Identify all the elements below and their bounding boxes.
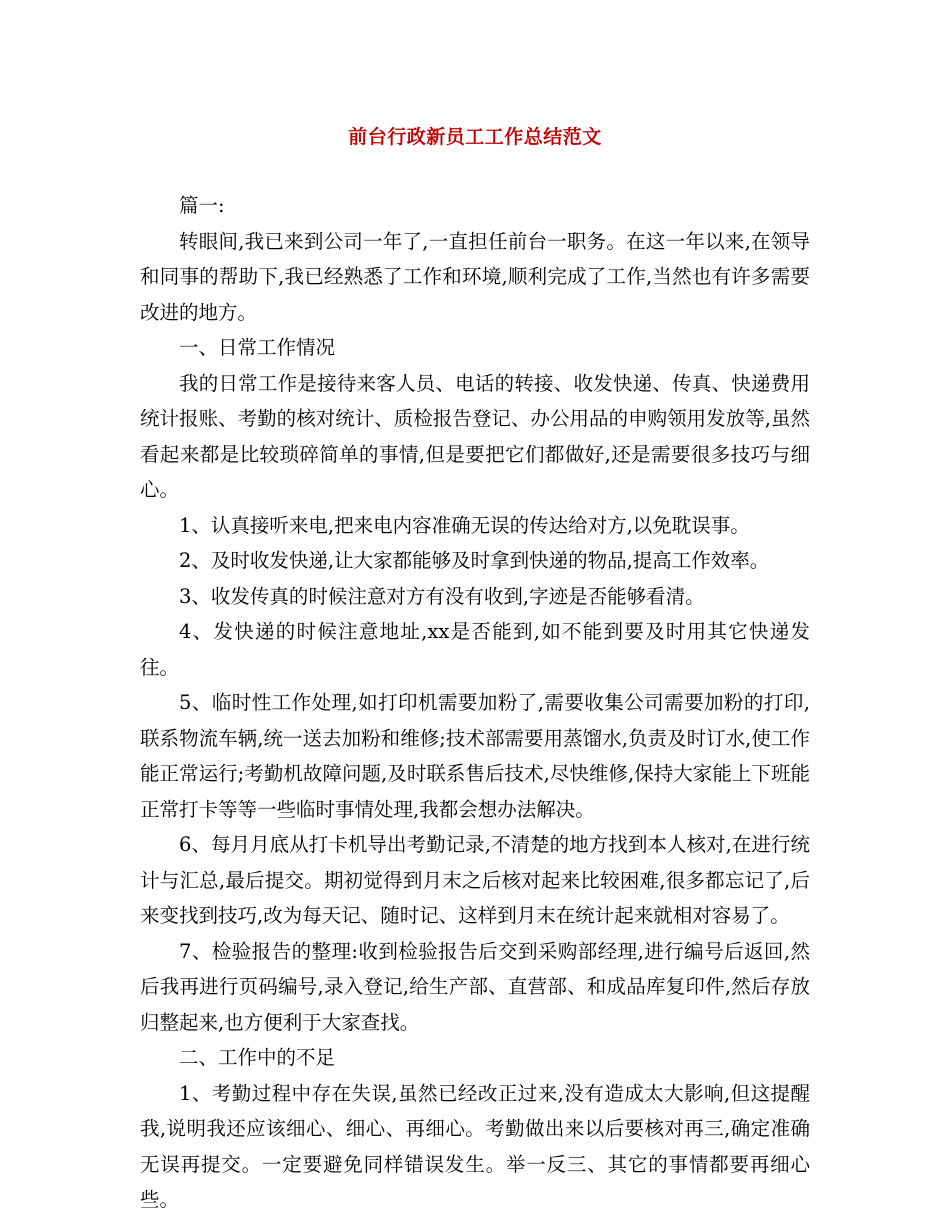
document-title: 前台行政新员工工作总结范文	[348, 126, 602, 148]
list-item-7: 7、检验报告的整理:收到检验报告后交到采购部经理,进行编号后返回,然后我再进行页码编号,录入登记,给生产部、直营部、和成品库复印件,然后存放归整起来,也方便利于大家查找。	[140, 939, 810, 1034]
document-body	[140, 188, 810, 1218]
list-item-6: 6、每月月底从打卡机导出考勤记录,不清楚的地方找到本人核对,在进行统计与汇总,最后提交。期初觉得到月末之后核对起来比较困难,很多都忘记了,后来变找到技巧,改为每天记、随时记、这样到月末在统计起来就相对容易了。	[140, 833, 810, 927]
shortcoming-item-1: 1、考勤过程中存在失误,虽然已经改正过来,没有造成太大影响,但这提醒我,说明我还应该细心、细心、再细心。考勤做出来以后要核对再三,确定准确无误再提交。一定要避免同样错误发生。举一反三、其它的事情都要再细心些。	[140, 1081, 810, 1211]
list-item-1: 1、认真接听来电,把来电内容准确无误的传达给对方,以免耽误事。	[179, 513, 750, 537]
paragraph-intro: 转眼间,我已来到公司一年了,一直担任前台一职务。在这一年以来,在领导和同事的帮助下,我已经熟悉了工作和环境,顺利完成了工作,当然也有许多需要改进的地方。	[140, 229, 810, 324]
paragraph-daily-work: 我的日常工作是接待来客人员、电话的转接、收发快递、传真、快递费用统计报账、考勤的核对统计、质检报告登记、办公用品的申购领用发放等,虽然看起来都是比较琐碎简单的事情,但是要把它们都做好,还是需要很多技巧与细心。	[140, 371, 810, 501]
list-item-4: 4、发快递的时候注意地址,xx是否能到,如不能到要及时用其它快递发往。	[140, 620, 810, 679]
heading-daily-work: 一、日常工作情况	[179, 336, 336, 359]
list-item-3: 3、收发传真的时候注意对方有没有收到,字迹是否能够看清。	[179, 584, 705, 608]
list-item-5: 5、临时性工作处理,如打印机需要加粉了,需要收集公司需要加粉的打印,联系物流车辆,统一送去加粉和维修;技术部需要用蒸馏水,负责及时订水,使工作能正常运行;考勤机故障问题,及时联系售后技术,尽快维修,保持大家能上下班能正常打卡等等一些临时事情处理,我都会想办法解决。	[140, 691, 810, 821]
list-item-2: 2、及时收发快递,让大家都能够及时拿到快递的物品,提高工作效率。	[179, 549, 770, 572]
paragraph-section-label: 篇一:	[179, 194, 225, 217]
heading-shortcomings: 二、工作中的不足	[179, 1046, 336, 1069]
